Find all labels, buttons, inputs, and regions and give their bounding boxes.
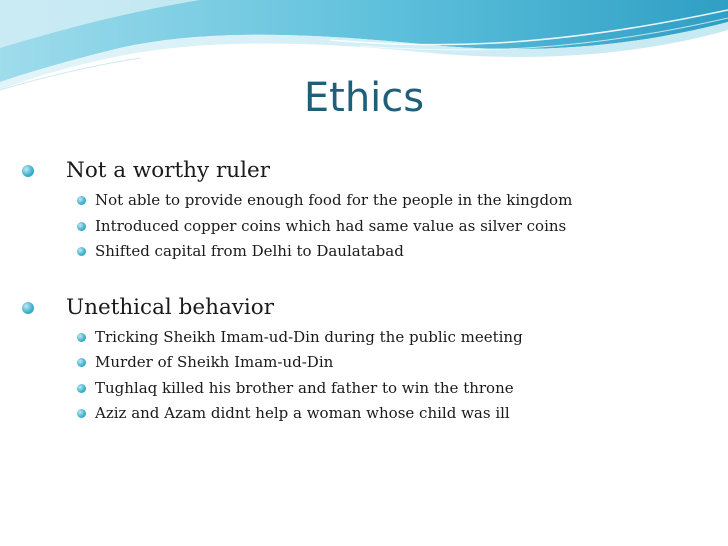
list-item-text: Tricking Sheikh Imam-ud-Din during the public meeting [95, 327, 523, 346]
bullet-icon [77, 358, 86, 367]
list-item-text: Tughlaq killed his brother and father to win the throne [95, 378, 514, 397]
list-item-text: Murder of Sheikh Imam-ud-Din [95, 353, 334, 371]
section-heading-text: Unethical behavior [66, 294, 275, 320]
bullet-icon [77, 196, 86, 205]
section-heading [20, 156, 720, 186]
list-item-text: Shifted capital from Delhi to Daulatabad [95, 242, 404, 260]
bullet-icon [22, 165, 34, 177]
list-item [20, 325, 720, 351]
list-item-text: Introduced copper coins which had same value as silver coins [95, 216, 567, 235]
list-item [20, 376, 720, 402]
list-item-text: Aziz and Azam didnt help a woman whose child was ill [95, 404, 510, 422]
list-item-text: Not able to provide enough food for the people in the kingdom [95, 191, 573, 209]
slide-title: Ethics [303, 75, 425, 121]
bullet-icon [22, 302, 34, 314]
section-heading-text: Not a worthy ruler [66, 158, 270, 183]
bullet-icon [77, 333, 86, 342]
bullet-icon [77, 409, 86, 418]
bullet-icon [77, 247, 86, 256]
section-worthy-ruler [20, 156, 720, 265]
bullet-icon [77, 384, 86, 393]
section-unethical-behavior [20, 293, 720, 427]
list-item [20, 239, 720, 265]
section-heading [20, 293, 720, 323]
bullet-list [20, 156, 720, 455]
list-item [20, 350, 720, 376]
list-item [20, 188, 720, 214]
list-item [20, 214, 720, 240]
bullet-icon [77, 222, 86, 231]
list-item [20, 401, 720, 427]
